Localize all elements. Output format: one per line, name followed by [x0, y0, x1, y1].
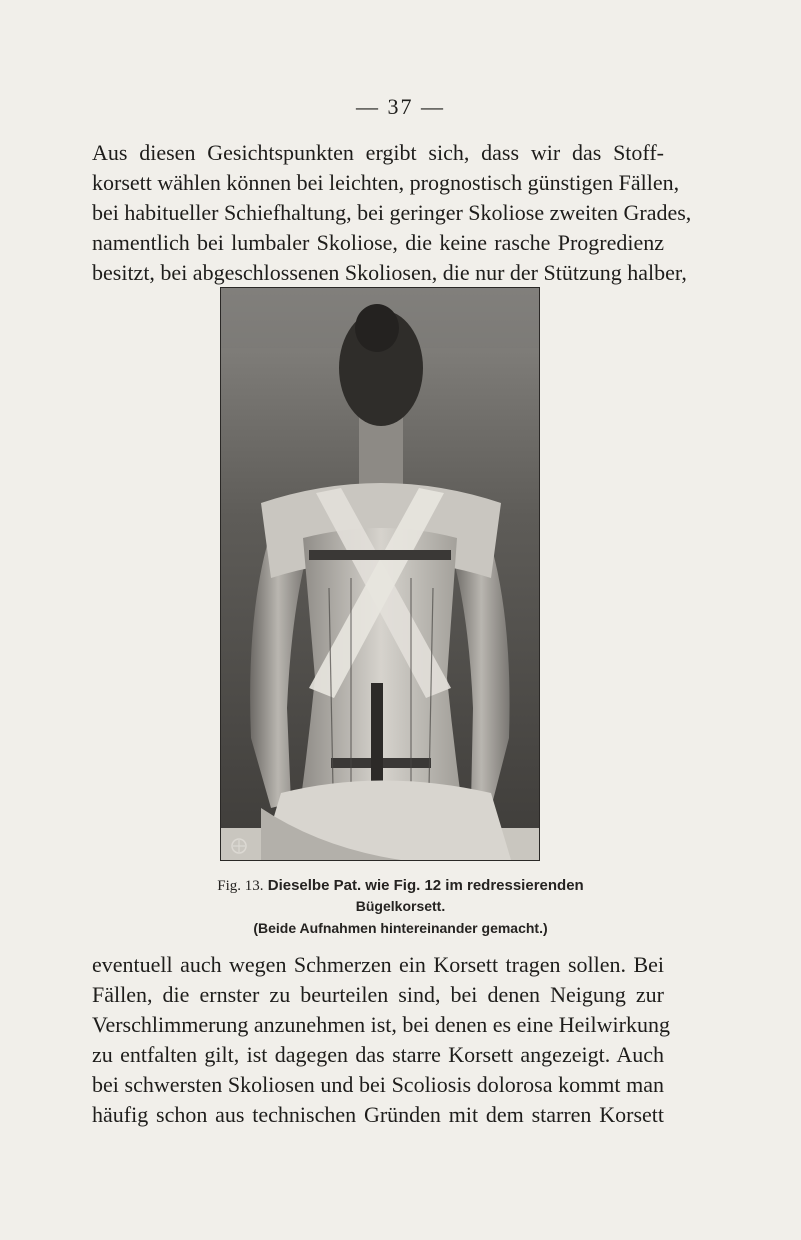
figure-photograph — [220, 287, 540, 861]
paragraph-2-line: zu entfalten gilt, ist dagegen das starre Korsett angezeigt. Auch — [92, 1042, 664, 1067]
paragraph-1-line: Aus diesen Gesichtspunkten ergibt sich, dass wir das Stoff- — [92, 140, 664, 165]
paragraph-2-line: Fällen, die ernster zu beurteilen sind, bei denen Neigung zur — [92, 982, 664, 1007]
figure-label: Fig. 13. — [217, 878, 264, 894]
paragraph-1-line: namentlich bei lumbaler Skoliose, die keine rasche Progredienz — [92, 230, 664, 255]
paragraph-2-line: eventuell auch wegen Schmerzen ein Korsett tragen sollen. Bei — [92, 952, 664, 977]
paragraph-1 — [92, 138, 692, 288]
paragraph-2-line: häufig schon aus technischen Gründen mit dem starren Korsett — [92, 1102, 664, 1127]
figure-caption-text: Dieselbe Pat. wie Fig. 12 im redressierenden — [267, 877, 584, 894]
paragraph-2 — [92, 950, 670, 1130]
paragraph-2-line: bei schwersten Skoliosen und bei Scoliosis dolorosa kommt man — [92, 1072, 664, 1097]
page-number: — 37 — — [356, 94, 445, 119]
paragraph-1-line: besitzt, bei abgeschlossenen Skoliosen, die nur der Stützung halber, — [92, 260, 687, 285]
paragraph-1-line: bei habitueller Schiefhaltung, bei geringer Skoliose zweiten Grades, — [92, 200, 692, 225]
corset-photo-illustration — [221, 288, 539, 860]
figure-caption-line-1 — [0, 877, 801, 895]
figure-caption-line-3: (Beide Aufnahmen hintereinander gemacht.) — [253, 920, 548, 936]
paragraph-1-line: korsett wählen können bei leichten, prognostisch günstigen Fällen, — [92, 170, 680, 195]
paragraph-2-line: Verschlimmerung anzunehmen ist, bei denen es eine Heilwirkung — [92, 1012, 670, 1037]
figure-caption-line-2: Bügelkorsett. — [355, 898, 446, 914]
